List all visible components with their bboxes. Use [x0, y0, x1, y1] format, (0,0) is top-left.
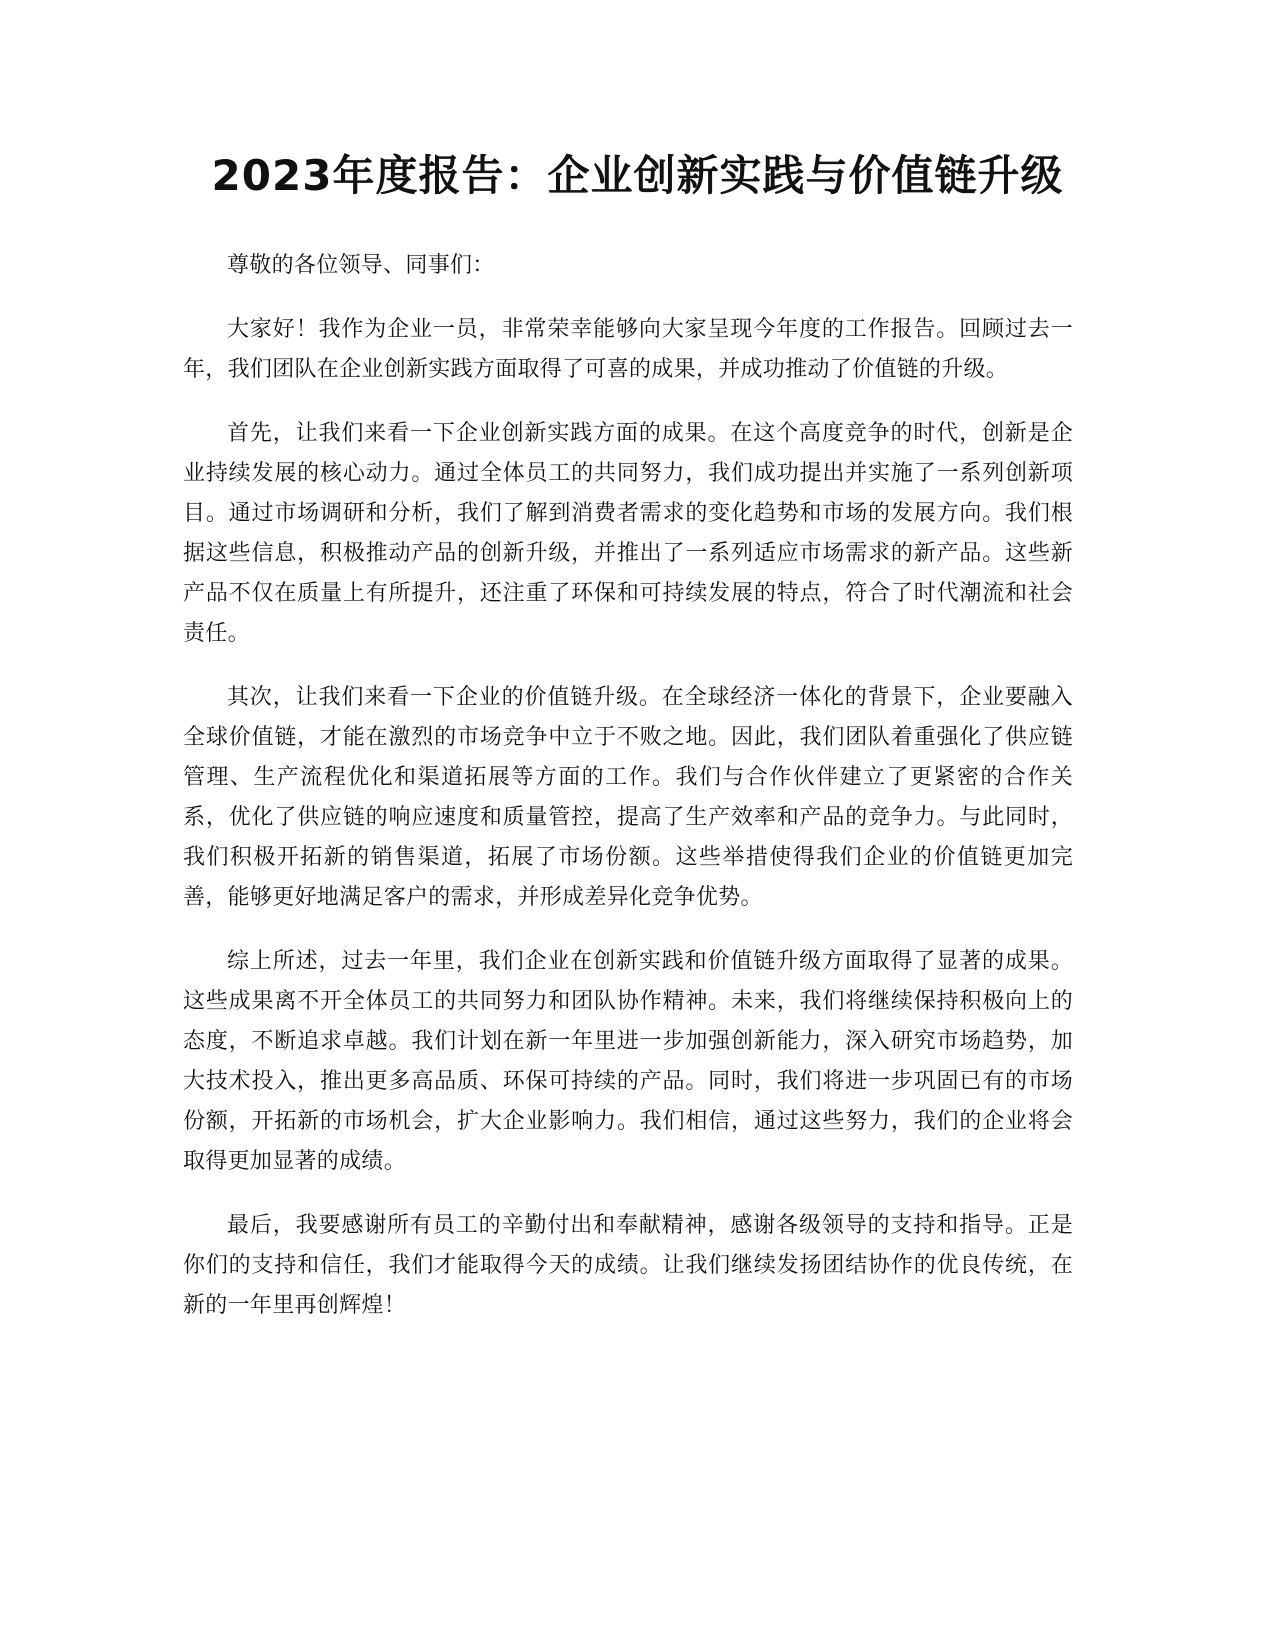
paragraph-closing: 最后，我要感谢所有员工的辛勤付出和奉献精神，感谢各级领导的支持和指导。正是你们的支持和信任，我们才能取得今天的成绩。让我们继续发扬团结协作的优良传统，在新的一年里再创辉煌！ [183, 1213, 1073, 1318]
paragraph-value-chain: 其次，让我们来看一下企业的价值链升级。在全球经济一体化的背景下，企业要融入全球价值链，才能在激烈的市场竞争中立于不败之地。因此，我们团队着重强化了供应链管理、生产流程优化和渠道拓展等方面的工作。我们与合作伙伴建立了更紧密的合作关系，优化了供应链的响应速度和质量管控，提高了生产效率和产品的竞争力。与此同时，我们积极开拓新的销售渠道，拓展了市场份额。这些举措使得我们企业的价值链更加完善，能够更好地满足客户的需求，并形成差异化竞争优势。 [183, 685, 1073, 910]
paragraph-intro: 大家好！我作为企业一员，非常荣幸能够向大家呈现今年度的工作报告。回顾过去一年，我们团队在企业创新实践方面取得了可喜的成果，并成功推动了价值链的升级。 [183, 317, 1073, 382]
document-title: 2023年度报告：企业创新实践与价值链升级 [211, 151, 1064, 200]
paragraph-summary: 综上所述，过去一年里，我们企业在创新实践和价值链升级方面取得了显著的成果。这些成果离不开全体员工的共同努力和团队协作精神。未来，我们将继续保持积极向上的态度，不断追求卓越。我们计划在新一年里进一步加强创新能力，深入研究市场趋势，加大技术投入，推出更多高品质、环保可持续的产品。同时，我们将进一步巩固已有的市场份额，开拓新的市场机会，扩大企业影响力。我们相信，通过这些努力，我们的企业将会取得更加显著的成绩。 [183, 949, 1073, 1174]
document-body [183, 246, 1073, 1350]
paragraph-innovation: 首先，让我们来看一下企业创新实践方面的成果。在这个高度竞争的时代，创新是企业持续发展的核心动力。通过全体员工的共同努力，我们成功提出并实施了一系列创新项目。通过市场调研和分析，我们了解到消费者需求的变化趋势和市场的发展方向。我们根据这些信息，积极推动产品的创新升级，并推出了一系列适应市场需求的新产品。这些新产品不仅在质量上有所提升，还注重了环保和可持续发展的特点，符合了时代潮流和社会责任。 [183, 421, 1073, 646]
paragraph-salutation: 尊敬的各位领导、同事们： [227, 253, 495, 278]
